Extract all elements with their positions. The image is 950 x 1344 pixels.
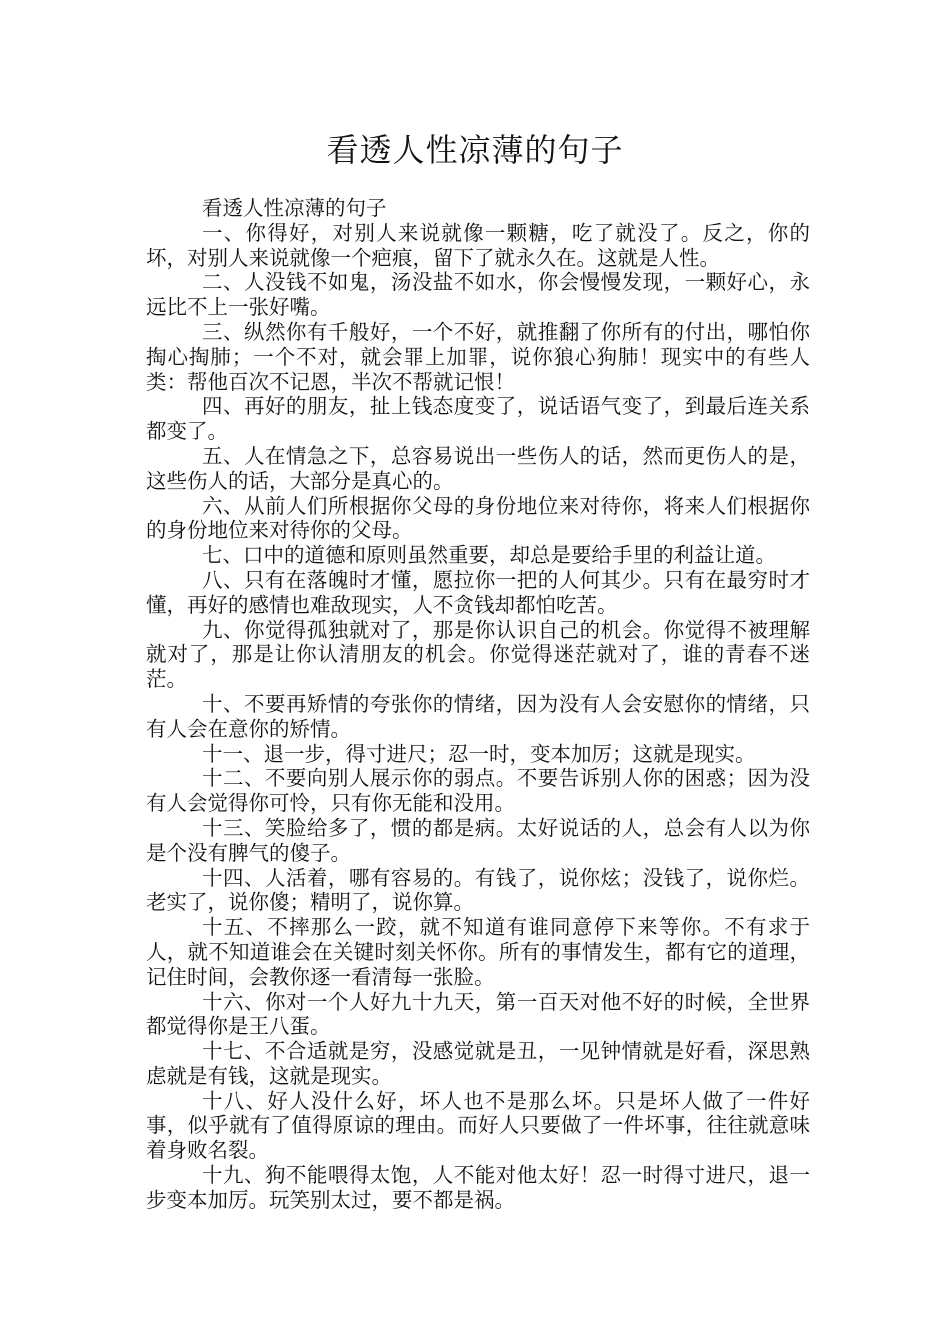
paragraph: 十一、退一步，得寸进尺；忍一时，变本加厉；这就是现实。 <box>202 741 756 766</box>
paragraph: 九、你觉得孤独就对了，那是你认识自己的机会。你觉得不被理解就对了，那是让你认清朋友的机会。你觉得迷茫就对了，谁的青春不迷茫。 <box>146 617 810 692</box>
paragraph: 八、只有在落魄时才懂，愿拉你一把的人何其少。只有在最穷时才懂，再好的感情也难敌现实，人不贪钱却都怕吃苦。 <box>146 567 810 617</box>
paragraph: 十五、不摔那么一跤，就不知道有谁同意停下来等你。不有求于人，就不知道谁会在关键时刻关怀你。所有的事情发生，都有它的道理，记住时间，会教你逐一看清每一张脸。 <box>146 915 810 989</box>
paragraph: 十二、不要向别人展示你的弱点。不要告诉别人你的困惑；因为没有人会觉得你可怜，只有你无能和没用。 <box>146 766 810 816</box>
paragraph: 一、你得好，对别人来说就像一颗糖，吃了就没了。反之，你的坏，对别人来说就像一个疤痕，留下了就永久在。这就是人性。 <box>146 220 810 270</box>
paragraph: 十八、好人没什么好，坏人也不是那么坏。只是坏人做了一件好事，似乎就有了值得原谅的理由。而好人只要做了一件坏事，往往就意味着身败名裂。 <box>146 1088 810 1163</box>
paragraph: 十三、笑脸给多了，惯的都是病。太好说话的人，总会有人以为你是个没有脾气的傻子。 <box>146 815 810 865</box>
paragraph: 十七、不合适就是穷，没感觉就是丑，一见钟情就是好看，深思熟虑就是有钱，这就是现实。 <box>146 1039 810 1088</box>
paragraph: 三、纵然你有千般好，一个不好，就推翻了你所有的付出，哪怕你掏心掏肺；一个不对，就会罪上加罪，说你狼心狗肺！现实中的有些人类：帮他百次不记恩，半次不帮就记恨！ <box>146 319 810 394</box>
document-title: 看透人性凉薄的句子 <box>326 131 624 169</box>
paragraph: 十六、你对一个人好九十九天，第一百天对他不好的时候，全世界都觉得你是王八蛋。 <box>146 989 810 1039</box>
document-body <box>146 196 810 1213</box>
paragraph: 四、再好的朋友，扯上钱态度变了，说话语气变了，到最后连关系都变了。 <box>146 394 810 444</box>
paragraph: 五、人在情急之下，总容易说出一些伤人的话，然而更伤人的是，这些伤人的话，大部分是真心的。 <box>146 443 810 493</box>
paragraph: 六、从前人们所根据你父母的身份地位来对待你，将来人们根据你的身份地位来对待你的父母。 <box>146 493 810 543</box>
paragraph: 十九、狗不能喂得太饱，人不能对他太好！忍一时得寸进尺，退一步变本加厉。玩笑别太过，要不都是祸。 <box>146 1163 810 1212</box>
paragraph: 十、不要再矫情的夸张你的情绪，因为没有人会安慰你的情绪，只有人会在意你的矫情。 <box>146 691 810 741</box>
paragraph: 看透人性凉薄的句子 <box>202 196 387 220</box>
paragraph: 二、人没钱不如鬼，汤没盐不如水，你会慢慢发现，一颗好心，永远比不上一张好嘴。 <box>146 270 810 320</box>
paragraph: 十四、人活着，哪有容易的。有钱了，说你炫；没钱了，说你烂。老实了，说你傻；精明了，说你算。 <box>146 865 810 915</box>
paragraph: 七、口中的道德和原则虽然重要，却总是要给手里的利益让道。 <box>202 543 776 568</box>
